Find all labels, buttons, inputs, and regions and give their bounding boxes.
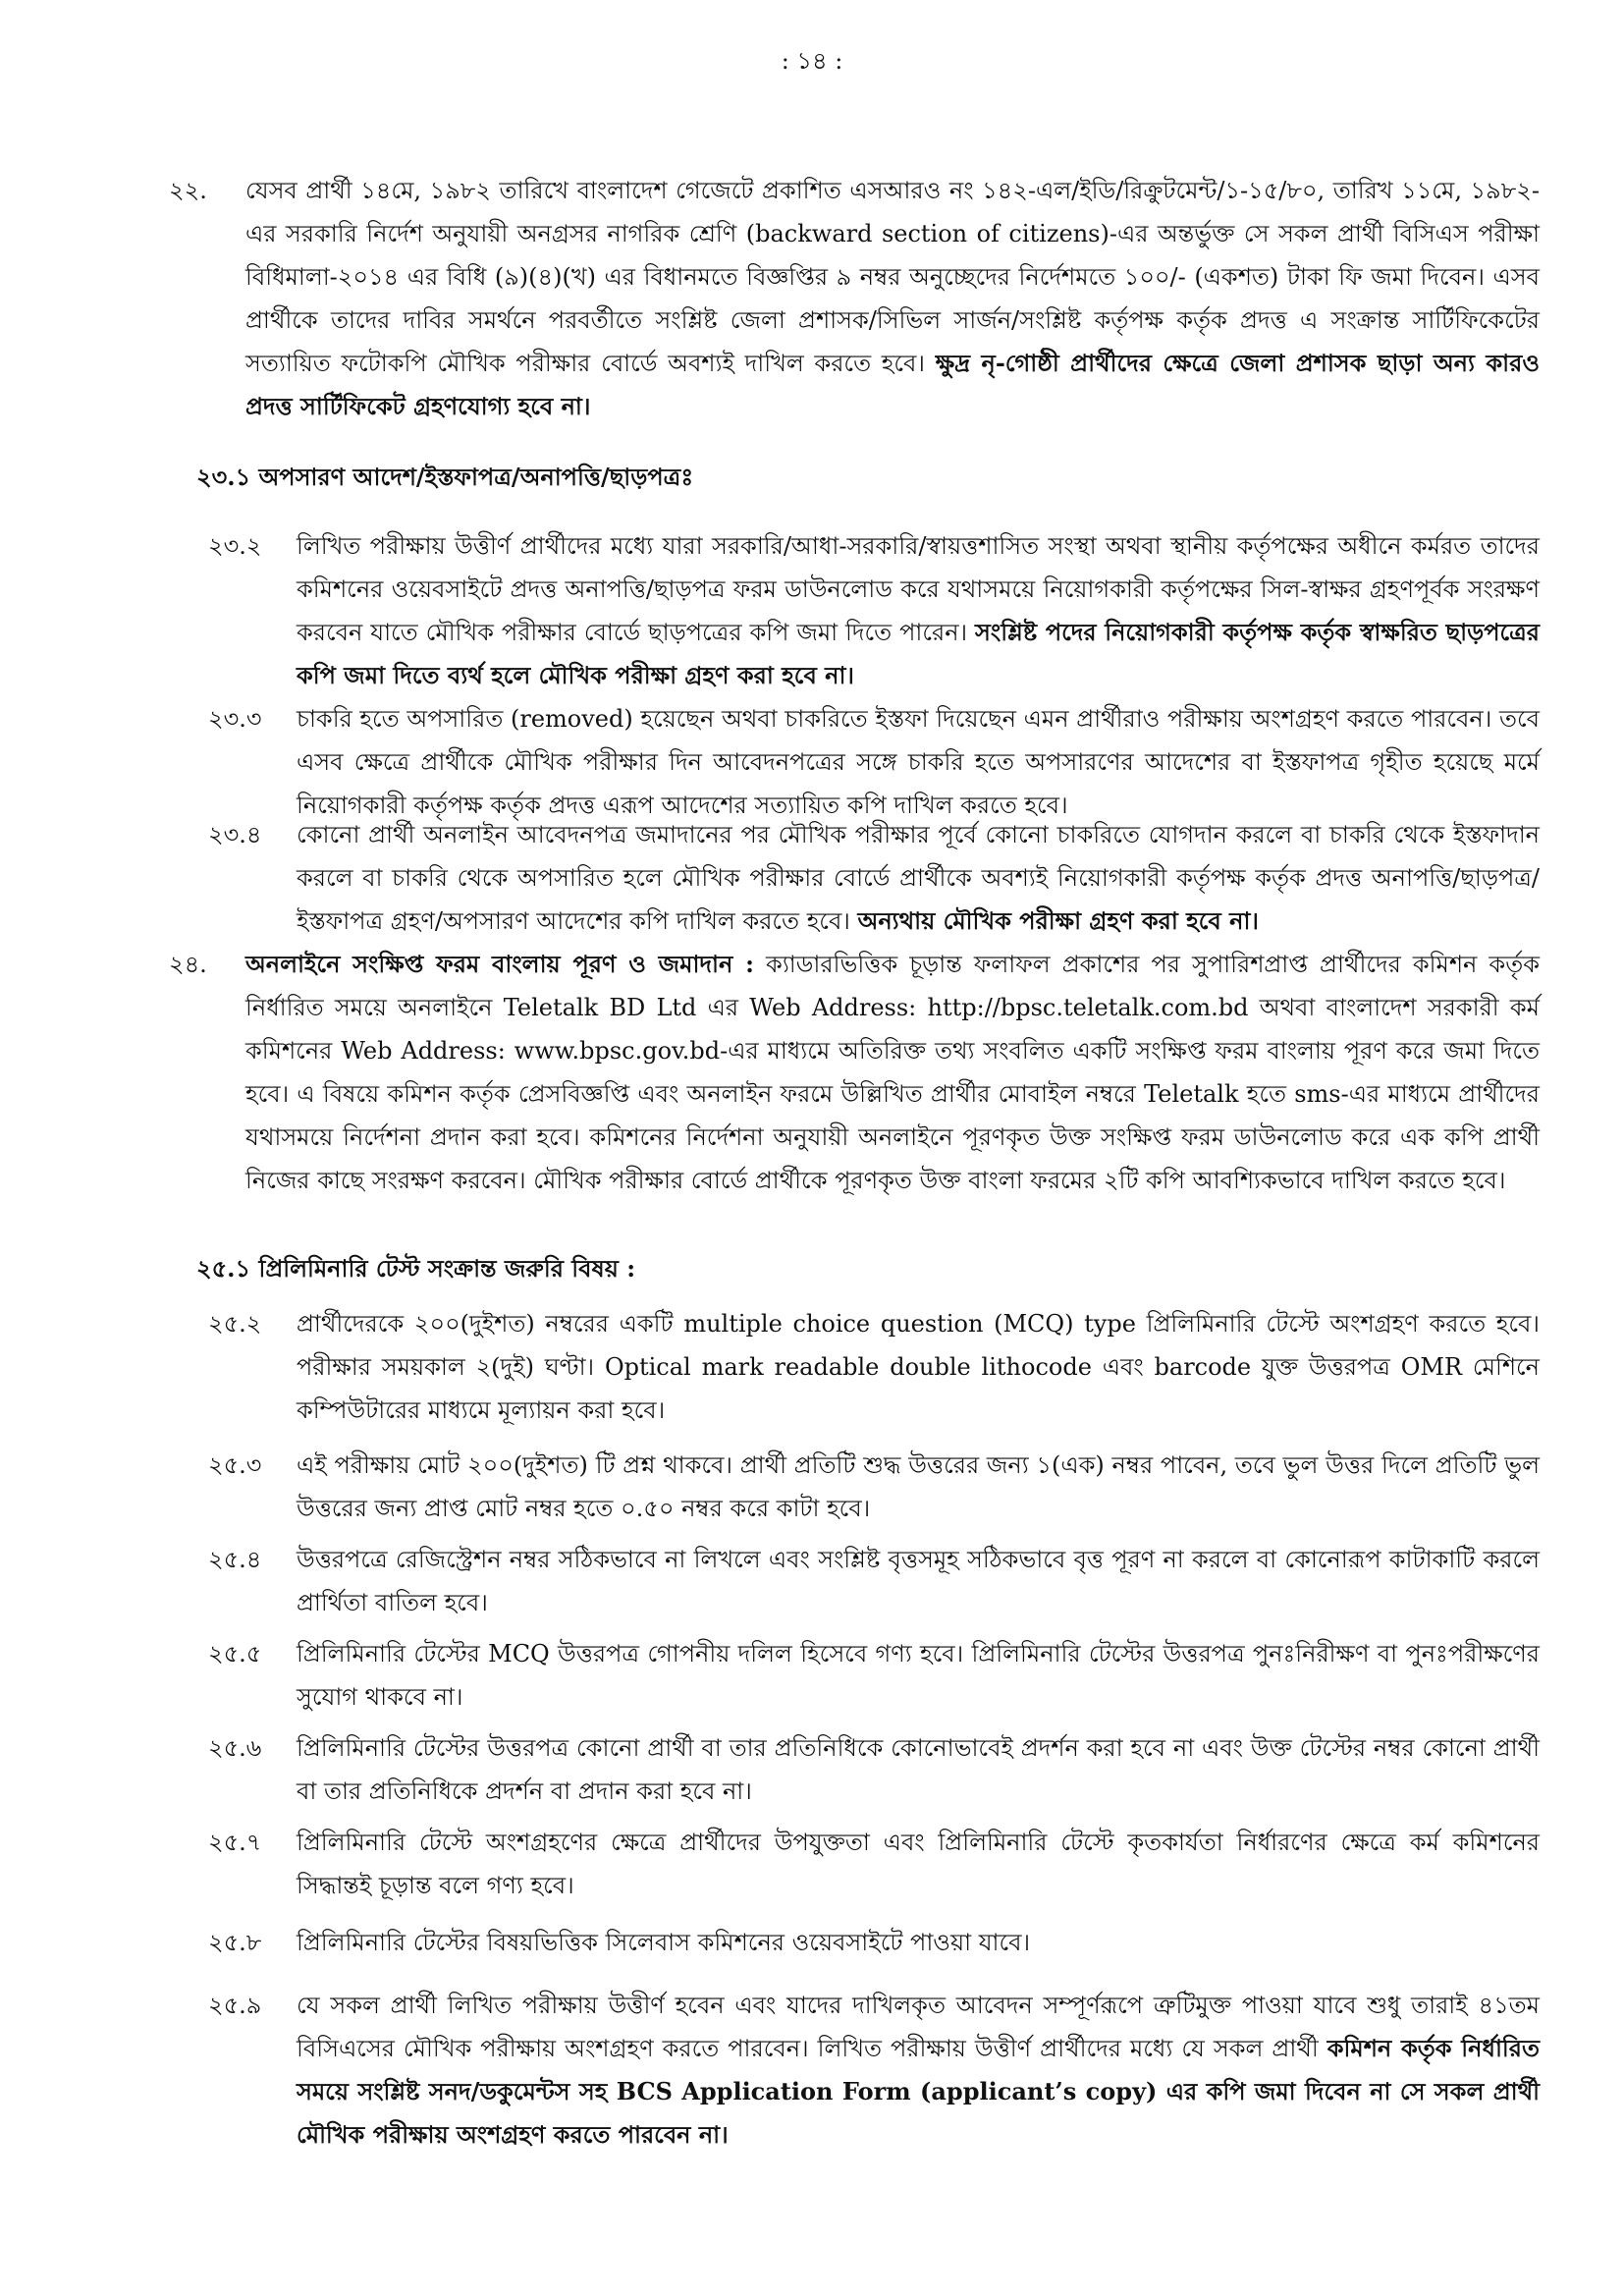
paragraph-bold-note: ক্ষুদ্র নৃ-গোষ্ঠী প্রার্থীদের ক্ষেত্রে জেলা প্রশাসক ছাড়া অন্য কারও প্রদত্ত সার্টিফিকেট গ্রহণযোগ্য হবে না। (245, 349, 1541, 420)
paragraph-body: ক্যাডারভিত্তিক চূড়ান্ত ফলাফল প্রকাশের পর সুপারিশপ্রাপ্ত প্রার্থীদের কমিশন কর্তৃক নির্ধারিত সময়ে অনলাইনে Teletalk BD Ltd এর Web Address: http://bpsc.teletalk.com.bd অথবা বাংলাদেশ সরকারী কর্ম কমিশনের Web Address: www.bpsc.gov.bd-এর মাধ্যমে অতিরিক্ত তথ্য সংবলিত একটি সংক্ষিপ্ত ফরম বাংলায় পূরণ করে জমা দিতে হবে। এ বিষয়ে কমিশন কর্তৃক প্রেসবিজ্ঞপ্তি এবং অনলাইন ফরমে উল্লিখিত প্রার্থীর মোবাইল নম্বরে Teletalk হতে sms-এর মাধ্যমে প্রার্থীদের যথাসময়ে নির্দেশনা প্রদান করা হবে। কমিশনের নির্দেশনা অনুযায়ী অনলাইনে পূরণকৃত উক্ত সংক্ষিপ্ত ফরম ডাউনলোড করে এক কপি প্রার্থী নিজের কাছে সংরক্ষণ করবেন। মৌখিক পরীক্ষার বোর্ডে প্রার্থীকে পূরণকৃত উক্ত বাংলা ফরমের ২টি কপি আবশ্যিকভাবে দাখিল করতে হবে। (245, 951, 1540, 1194)
paragraph-23-4 (208, 813, 1540, 943)
paragraph-number: ২৪. (169, 951, 207, 978)
paragraph-24 (169, 943, 1540, 1202)
paragraph-25-7 (208, 1821, 1540, 1907)
paragraph-body: কোনো প্রার্থী অনলাইন আবেদনপত্র জমাদানের পর মৌখিক পরীক্ষার পূর্বে কোনো চাকরিতে যোগদান করলে বা চাকরি থেকে ইস্তফাদান করলে বা চাকরি থেকে অপসারিত হলে মৌখিক পরীক্ষার বোর্ডে প্রার্থীকে অবশ্যই নিয়োগকারী কর্তৃপক্ষ কর্তৃক প্রদত্ত অনাপত্তি/ছাড়পত্র/ইস্তফাপত্র গ্রহণ/অপসারণ আদেশের কপি দাখিল করতে হবে। (297, 821, 1540, 935)
paragraph-bold-note: সংশ্লিষ্ট পদের নিয়োগকারী কর্তৃপক্ষ কর্তৃক স্বাক্ষরিত ছাড়পত্রের কপি জমা দিতে ব্যর্থ হলে মৌখিক পরীক্ষা গ্রহণ করা হবে না। (297, 618, 1540, 689)
paragraph-bold-note: অন্যথায় মৌখিক পরীক্ষা গ্রহণ করা হবে না। (857, 906, 1260, 935)
paragraph-body: যে সকল প্রার্থী লিখিত পরীক্ষায় উত্তীর্ণ হবেন এবং যাদের দাখিলকৃত আবেদন সম্পূর্ণরূপে ত্রুটিমুক্ত পাওয়া যাবে শুধু তারাই ৪১তম বিসিএসের মৌখিক পরীক্ষায় অংশগ্রহণ করতে পারবেন। লিখিত পরীক্ষায় উত্তীর্ণ প্রার্থীদের মধ্যে যে সকল প্রার্থী (297, 1992, 1540, 2062)
paragraph-text: উত্তরপত্রে রেজিস্ট্রেশন নম্বর সঠিকভাবে না লিখলে এবং সংশ্লিষ্ট বৃত্তসমূহ সঠিকভাবে বৃত্ত পূরণ না করলে বা কোনোরূপ কাটাকাটি করলে প্রার্থিতা বাতিল হবে। (297, 1546, 1540, 1616)
paragraph-text: চাকরি হতে অপসারিত (removed) হয়েছেন অথবা চাকরিতে ইস্তফা দিয়েছেন এমন প্রার্থীরাও পরীক্ষায় অংশগ্রহণ করতে পারবেন। তবে এসব ক্ষেত্রে প্রার্থীকে মৌখিক পরীক্ষার দিন আবেদনপত্রের সঙ্গে চাকরি হতে অপসারণের আদেশের বা ইস্তফাপত্র গৃহীত হয়েছে মর্মে নিয়োগকারী কর্তৃপক্ষ কর্তৃক প্রদত্ত এরূপ আদেশের সত্যায়িত কপি দাখিল করতে হবে। (297, 705, 1540, 819)
paragraph-text: প্রিলিমিনারি টেস্টে অংশগ্রহণের ক্ষেত্রে প্রার্থীদের উপযুক্ততা এবং প্রিলিমিনারি টেস্টে কৃতকার্যতা নির্ধারণের ক্ষেত্রে কর্ম কমিশনের সিদ্ধান্তই চূড়ান্ত বলে গণ্য হবে। (297, 1829, 1540, 1899)
paragraph-text: প্রিলিমিনারি টেস্টের MCQ উত্তরপত্র গোপনীয় দলিল হিসেবে গণ্য হবে। প্রিলিমিনারি টেস্টের উত্তরপত্র পুনঃনিরীক্ষণ বা পুনঃপরীক্ষণের সুযোগ থাকবে না। (297, 1640, 1540, 1711)
paragraph-number: ২৫.৯ (208, 1992, 262, 2019)
paragraph-25-4 (208, 1538, 1540, 1624)
paragraph-23-3 (208, 697, 1540, 827)
paragraph-22 (169, 169, 1540, 428)
paragraph-text (245, 169, 1540, 428)
paragraph-text: প্রিলিমিনারি টেস্টের বিষয়ভিত্তিক সিলেবাস কমিশনের ওয়েবসাইটে পাওয়া যাবে। (297, 1929, 1031, 1956)
paragraph-number: ২৩.৪ (208, 821, 262, 848)
section-heading-23: ২৩.১ অপসারণ আদেশ/ইস্তফাপত্র/অনাপত্তি/ছাড়পত্রঃ (196, 463, 694, 491)
section-heading-25: ২৫.১ প্রিলিমিনারি টেস্ট সংক্রান্ত জরুরি বিষয় : (196, 1254, 636, 1283)
paragraph-text: প্রার্থীদেরকে ২০০(দুইশত) নম্বরের একটি multiple choice question (MCQ) type প্রিলিমিনারি টেস্টে অংশগ্রহণ করতে হবে। পরীক্ষার সময়কাল ২(দুই) ঘণ্টা। Optical mark readable double lithocode এবং barcode যুক্ত উত্তরপত্র OMR মেশিনে কম্পিউটারের মাধ্যমে মূল্যায়ন করা হবে। (297, 1310, 1540, 1424)
paragraph-number: ২৫.৫ (208, 1640, 262, 1667)
paragraph-number: ২৫.৩ (208, 1451, 262, 1479)
paragraph-text: প্রিলিমিনারি টেস্টের উত্তরপত্র কোনো প্রার্থী বা তার প্রতিনিধিকে কোনোভাবেই প্রদর্শন করা হবে না এবং উক্ত টেস্টের নম্বর কোনো প্রার্থী বা তার প্রতিনিধিকে প্রদর্শন বা প্রদান করা হবে না। (297, 1734, 1540, 1805)
paragraph-text (297, 524, 1540, 697)
paragraph-body: লিখিত পরীক্ষায় উত্তীর্ণ প্রার্থীদের মধ্যে যারা সরকারি/আধা-সরকারি/স্বায়ত্তশাসিত সংস্থা অথবা স্থানীয় কর্তৃপক্ষের অধীনে কর্মরত তাদের কমিশনের ওয়েবসাইটে প্রদত্ত অনাপত্তি/ছাড়পত্র ফরম ডাউনলোড করে যথাসময়ে নিয়োগকারী কর্তৃপক্ষের সিল-স্বাক্ষর গ্রহণপূর্বক সংরক্ষণ করবেন যাতে মৌখিক পরীক্ষার বোর্ডে ছাড়পত্রের কপি জমা দিতে পারেন। (297, 532, 1540, 646)
paragraph-number: ২৫.২ (208, 1310, 262, 1338)
paragraph-bold-lead: অনলাইনে সংক্ষিপ্ত ফরম বাংলায় পূরণ ও জমাদান : (245, 950, 754, 978)
paragraph-body: যেসব প্রার্থী ১৪মে, ১৯৮২ তারিখে বাংলাদেশ গেজেটে প্রকাশিত এসআরও নং ১৪২-এল/ইডি/রিক্রুটমেন্ট/১-১৫/৮০, তারিখ ১১মে, ১৯৮২-এর সরকারি নির্দেশ অনুযায়ী অনগ্রসর নাগরিক শ্রেণি (backward section of citizens)-এর অন্তর্ভুক্ত সে সকল প্রার্থী বিসিএস পরীক্ষা বিধিমালা-২০১৪ এর বিধি (৯)(৪)(খ) এর বিধানমতে বিজ্ঞপ্তির ৯ নম্বর অনুচ্ছেদের নির্দেশমতে ১০০/- (একশত) টাকা ফি জমা দিবেন। এসব প্রার্থীকে তাদের দাবির সমর্থনে পরবর্তীতে সংশ্লিষ্ট জেলা প্রশাসক/সিভিল সার্জন/সংশ্লিষ্ট কর্তৃপক্ষ কর্তৃক প্রদত্ত এ সংক্রান্ত সার্টিফিকেটের সত্যায়িত ফটোকপি মৌখিক পরীক্ষার বোর্ডে অবশ্যই দাখিল করতে হবে। (245, 177, 1540, 377)
paragraph-25-2 (208, 1302, 1540, 1432)
page-number: : ১৪ : (781, 47, 843, 75)
paragraph-number: ২৩.৩ (208, 705, 262, 733)
paragraph-25-6 (208, 1726, 1540, 1813)
paragraph-25-5 (208, 1632, 1540, 1719)
paragraph-number: ২৫.৬ (208, 1734, 262, 1762)
paragraph-number: ২২. (169, 177, 207, 204)
paragraph-25-8 (208, 1921, 1540, 1964)
paragraph-text (297, 1984, 1540, 2157)
paragraph-text (245, 943, 1540, 1202)
paragraph-text (297, 813, 1540, 943)
paragraph-25-9 (208, 1984, 1540, 2157)
paragraph-number: ২৩.২ (208, 532, 262, 560)
paragraph-number: ২৫.৪ (208, 1546, 262, 1573)
paragraph-number: ২৫.৭ (208, 1829, 262, 1856)
paragraph-25-3 (208, 1444, 1540, 1530)
paragraph-number: ২৫.৮ (208, 1929, 262, 1956)
paragraph-bold-note: কমিশন কর্তৃক নির্ধারিত সময়ে সংশ্লিষ্ট সনদ/ডকুমেন্টস সহ BCS Application Form (applicant’s copy) এর কপি জমা দিবেন না সে সকল প্রার্থী মৌখিক পরীক্ষায় অংশগ্রহণ করতে পারবেন না। (297, 2034, 1540, 2149)
paragraph-23-2 (208, 524, 1540, 697)
paragraph-text: এই পরীক্ষায় মোট ২০০(দুইশত) টি প্রশ্ন থাকবে। প্রার্থী প্রতিটি শুদ্ধ উত্তরের জন্য ১(এক) নম্বর পাবেন, তবে ভুল উত্তর দিলে প্রতিটি ভুল উত্তরের জন্য প্রাপ্ত মোট নম্বর হতে ০.৫০ নম্বর করে কাটা হবে। (297, 1451, 1540, 1522)
